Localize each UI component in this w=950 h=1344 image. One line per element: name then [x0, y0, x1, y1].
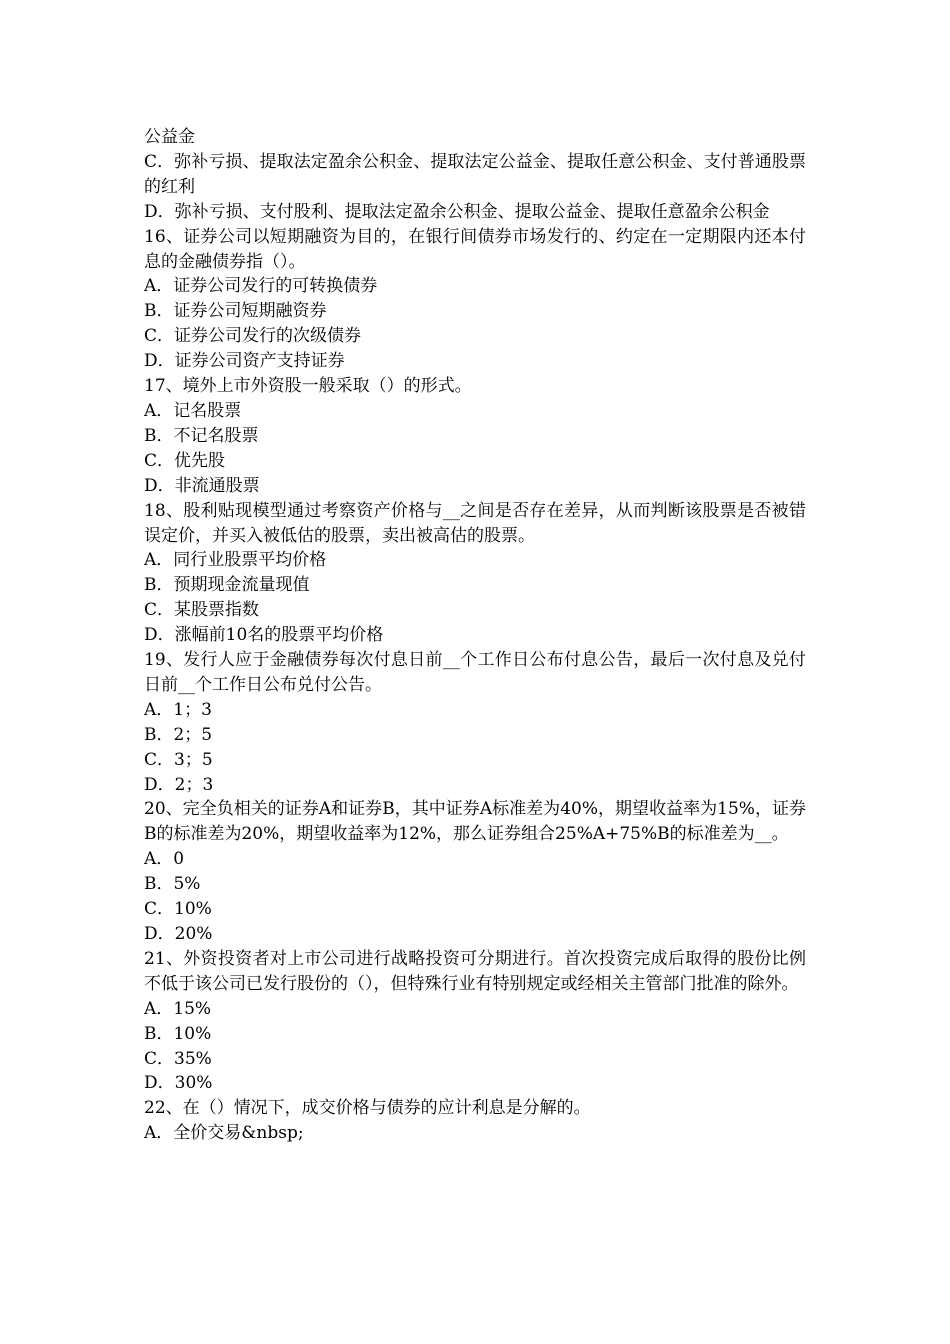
option-b: B．证券公司短期融资券 — [144, 301, 327, 322]
question-19: 19、发行人应于金融债券每次付息日前__个工作日公布付息公告，最后一次付息及兑付日前__个工作日公布兑付公告。 — [144, 650, 806, 695]
option-c: C．10% — [144, 899, 212, 920]
option-d: D．弥补亏损、支付股利、提取法定盈余公积金、提取公益金、提取任意盈余公积金 — [144, 201, 770, 222]
option-c: C．优先股 — [144, 450, 226, 471]
option-b: B．预期现金流量现值 — [144, 575, 310, 596]
document-page — [144, 125, 806, 1146]
question-17: 17、境外上市外资股一般采取（）的形式。 — [144, 376, 472, 397]
option-b: B．10% — [144, 1023, 212, 1044]
option-d: D．2；3 — [144, 774, 214, 795]
question-21: 21、外资投资者对上市公司进行战略投资可分期进行。首次投资完成后取得的股份比例不低于该公司已发行股份的（），但特殊行业有特别规定或经相关主管部门批准的除外。 — [144, 948, 806, 994]
option-b: B．不记名股票 — [144, 425, 259, 446]
option-d: D．非流通股票 — [144, 475, 260, 496]
text-line: 公益金 — [144, 127, 195, 147]
option-b: B．2；5 — [144, 724, 213, 745]
question-16: 16、证券公司以短期融资为目的，在银行间债券市场发行的、约定在一定期限内还本付息的金融债券指（）。 — [144, 226, 806, 272]
option-d: D．涨幅前10名的股票平均价格 — [144, 625, 384, 646]
option-a: A．同行业股票平均价格 — [144, 550, 327, 571]
option-c: C．弥补亏损、提取法定盈余公积金、提取法定公益金、提取任意公积金、支付普通股票的红利 — [144, 151, 806, 197]
question-20: 20、完全负相关的证券A和证券B，其中证券A标准差为40%，期望收益率为15%，证券B的标准差为20%，期望收益率为12%，那么证券组合25%A+75%B的标准差为__。 — [144, 799, 806, 845]
option-d: D．证券公司资产支持证券 — [144, 351, 345, 372]
option-c: C．证券公司发行的次级债券 — [144, 326, 362, 347]
option-d: D．30% — [144, 1073, 213, 1094]
question-18: 18、股利贴现模型通过考察资产价格与__之间是否存在差异，从而判断该股票是否被错误定价，并买入被低估的股票，卖出被高估的股票。 — [144, 500, 806, 546]
option-d: D．20% — [144, 924, 213, 944]
question-22: 22、在（）情况下，成交价格与债券的应计利息是分解的。 — [144, 1098, 591, 1119]
option-a: A．15% — [144, 998, 212, 1019]
option-a: A．证券公司发行的可转换债券 — [144, 276, 378, 297]
option-c: C．3；5 — [144, 749, 213, 770]
option-c: C．某股票指数 — [144, 600, 260, 621]
option-c: C．35% — [144, 1048, 212, 1069]
option-a: A．0 — [144, 849, 185, 870]
option-a: A．记名股票 — [144, 400, 242, 421]
option-b: B．5% — [144, 874, 201, 895]
option-a: A．全价交易&nbsp; — [144, 1123, 304, 1144]
option-a: A．1；3 — [144, 699, 212, 720]
